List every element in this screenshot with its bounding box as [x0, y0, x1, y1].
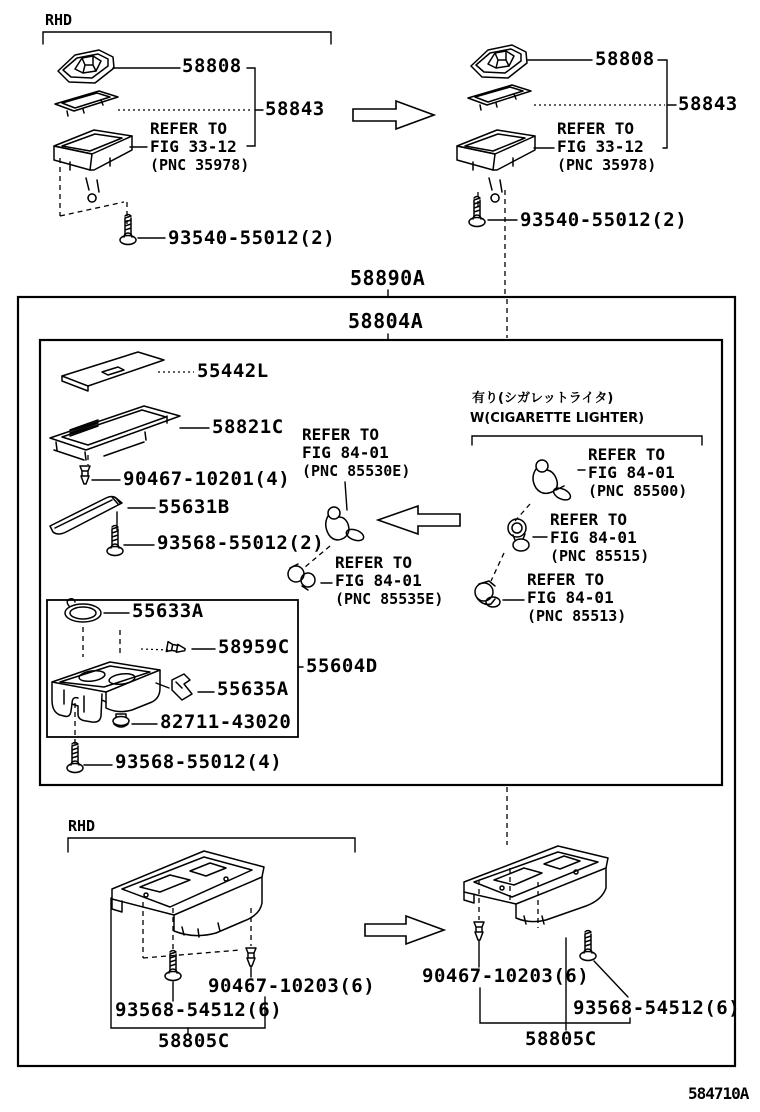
refer-line: REFER TO — [550, 510, 628, 529]
part-label-90467-10203: 90467-10203(6) — [208, 975, 376, 997]
refer-note-fig84-01-85513 — [527, 571, 626, 625]
refer-pnc-line: (PNC 85530E) — [302, 462, 411, 480]
clip-drawing — [474, 922, 484, 940]
refer-pnc-line: (PNC 85500) — [588, 482, 688, 500]
part-label-58843: 58843 — [265, 98, 325, 120]
screw-drawing — [120, 215, 136, 245]
refer-pnc-line: (PNC 35978) — [557, 156, 657, 174]
part-label-93540-55012: 93540-55012(2) — [520, 209, 688, 231]
refer-note-fig84-01-85530E — [302, 426, 410, 480]
refer-line: REFER TO — [588, 445, 666, 464]
front-panel-drawing — [50, 406, 180, 460]
refer-note-fig84-01-85535E — [335, 554, 443, 608]
part-label-90467-10201: 90467-10201(4) — [123, 468, 291, 490]
bracket-piece-drawing — [172, 674, 192, 700]
lighter-base-drawing — [475, 581, 500, 607]
part-label-93568-55012-2: 93568-55012(2) — [157, 532, 325, 554]
refer-pnc-line: (PNC 85513) — [527, 607, 627, 625]
refer-line: REFER TO — [527, 570, 605, 589]
ring-drawing — [65, 599, 101, 622]
part-label-58804A: 58804A — [348, 309, 424, 333]
cigarette-lighter-note-jp: 有り(シガレットライタ) — [472, 391, 614, 406]
cigarette-lighter-note-en: W(CIGARETTE LIGHTER) — [470, 411, 645, 426]
refer-line: REFER TO — [335, 553, 413, 572]
refer-line: FIG 84-01 — [302, 443, 389, 462]
reinforcement-rod-drawing — [50, 497, 122, 535]
part-label-55635A: 55635A — [217, 678, 289, 700]
lighter-plug-drawing — [326, 507, 365, 543]
part-label-58890A: 58890A — [350, 266, 426, 290]
part-label-93568-54512: 93568-54512(6) — [115, 999, 283, 1021]
screw-drawing — [67, 743, 83, 773]
arrow-right-icon — [353, 101, 434, 129]
clip-drawing — [80, 466, 90, 484]
part-label-58821C: 58821C — [212, 416, 284, 438]
refer-note-fig84-01-85500 — [588, 446, 687, 500]
lighter-socket-drawing — [508, 519, 529, 551]
shift-boot-drawing — [58, 50, 114, 83]
part-label-58808: 58808 — [595, 48, 655, 70]
arrow-left-icon — [378, 506, 460, 534]
refer-line: REFER TO — [302, 425, 380, 444]
screw-drawing — [580, 931, 596, 961]
part-label-55631B: 55631B — [158, 496, 230, 518]
part-label-55604D: 55604D — [306, 655, 378, 677]
refer-pnc-line: (PNC 35978) — [150, 156, 250, 174]
arrows — [353, 101, 460, 944]
arrow-right-icon — [365, 916, 444, 944]
refer-line: FIG 84-01 — [527, 588, 614, 607]
console-lid-drawing — [62, 352, 164, 391]
refer-line: FIG 33-12 — [150, 137, 237, 156]
part-label-55633A: 55633A — [132, 600, 204, 622]
part-label-58808: 58808 — [182, 55, 242, 77]
refer-note-fig84-01-85515 — [550, 511, 649, 565]
refer-pnc-line: (PNC 85515) — [550, 547, 650, 565]
part-label-58843: 58843 — [678, 93, 738, 115]
refer-note-fig33-12 — [557, 120, 656, 174]
screw-drawing — [107, 526, 123, 556]
clip-drawing — [246, 948, 256, 966]
shift-boot-drawing — [471, 45, 527, 78]
part-label-58805C: 58805C — [525, 1028, 597, 1050]
part-label-82711-43020: 82711-43020 — [160, 711, 292, 733]
part-label-90467-10203: 90467-10203(6) — [422, 965, 590, 987]
rear-console-drawing — [112, 851, 264, 937]
upper-console-unit-drawing — [457, 130, 535, 202]
refer-pnc-line: (PNC 85535E) — [335, 590, 444, 608]
refer-line: REFER TO — [557, 119, 635, 138]
figure-code: 584710A — [688, 1084, 749, 1103]
refer-line: FIG 84-01 — [335, 571, 422, 590]
part-label-93568-54512: 93568-54512(6) — [573, 997, 741, 1019]
lighter-connector-drawing — [288, 564, 315, 590]
screw-drawing — [469, 197, 485, 227]
lighter-plug-drawing — [533, 460, 572, 502]
rhd-region-label: RHD — [45, 11, 73, 29]
refer-note-fig33-12 — [150, 120, 249, 174]
upper-console-unit-drawing — [54, 130, 132, 202]
part-label-93568-55012-4: 93568-55012(4) — [115, 751, 283, 773]
part-label-58805C: 58805C — [158, 1030, 230, 1052]
rhd-region-label: RHD — [68, 817, 96, 835]
clip-drawing — [166, 642, 185, 655]
refer-line: FIG 84-01 — [588, 463, 675, 482]
refer-line: REFER TO — [150, 119, 228, 138]
bezel-plate-drawing — [468, 85, 531, 110]
refer-line: FIG 84-01 — [550, 528, 637, 547]
cup-holder-drawing — [52, 662, 160, 722]
rear-console-drawing — [464, 846, 608, 924]
nut-drawing — [113, 714, 129, 727]
part-label-93540-55012: 93540-55012(2) — [168, 227, 336, 249]
refer-line: FIG 33-12 — [557, 137, 644, 156]
part-label-55442L: 55442L — [197, 360, 269, 382]
part-label-58959C: 58959C — [218, 636, 290, 658]
bezel-plate-drawing — [55, 91, 118, 116]
